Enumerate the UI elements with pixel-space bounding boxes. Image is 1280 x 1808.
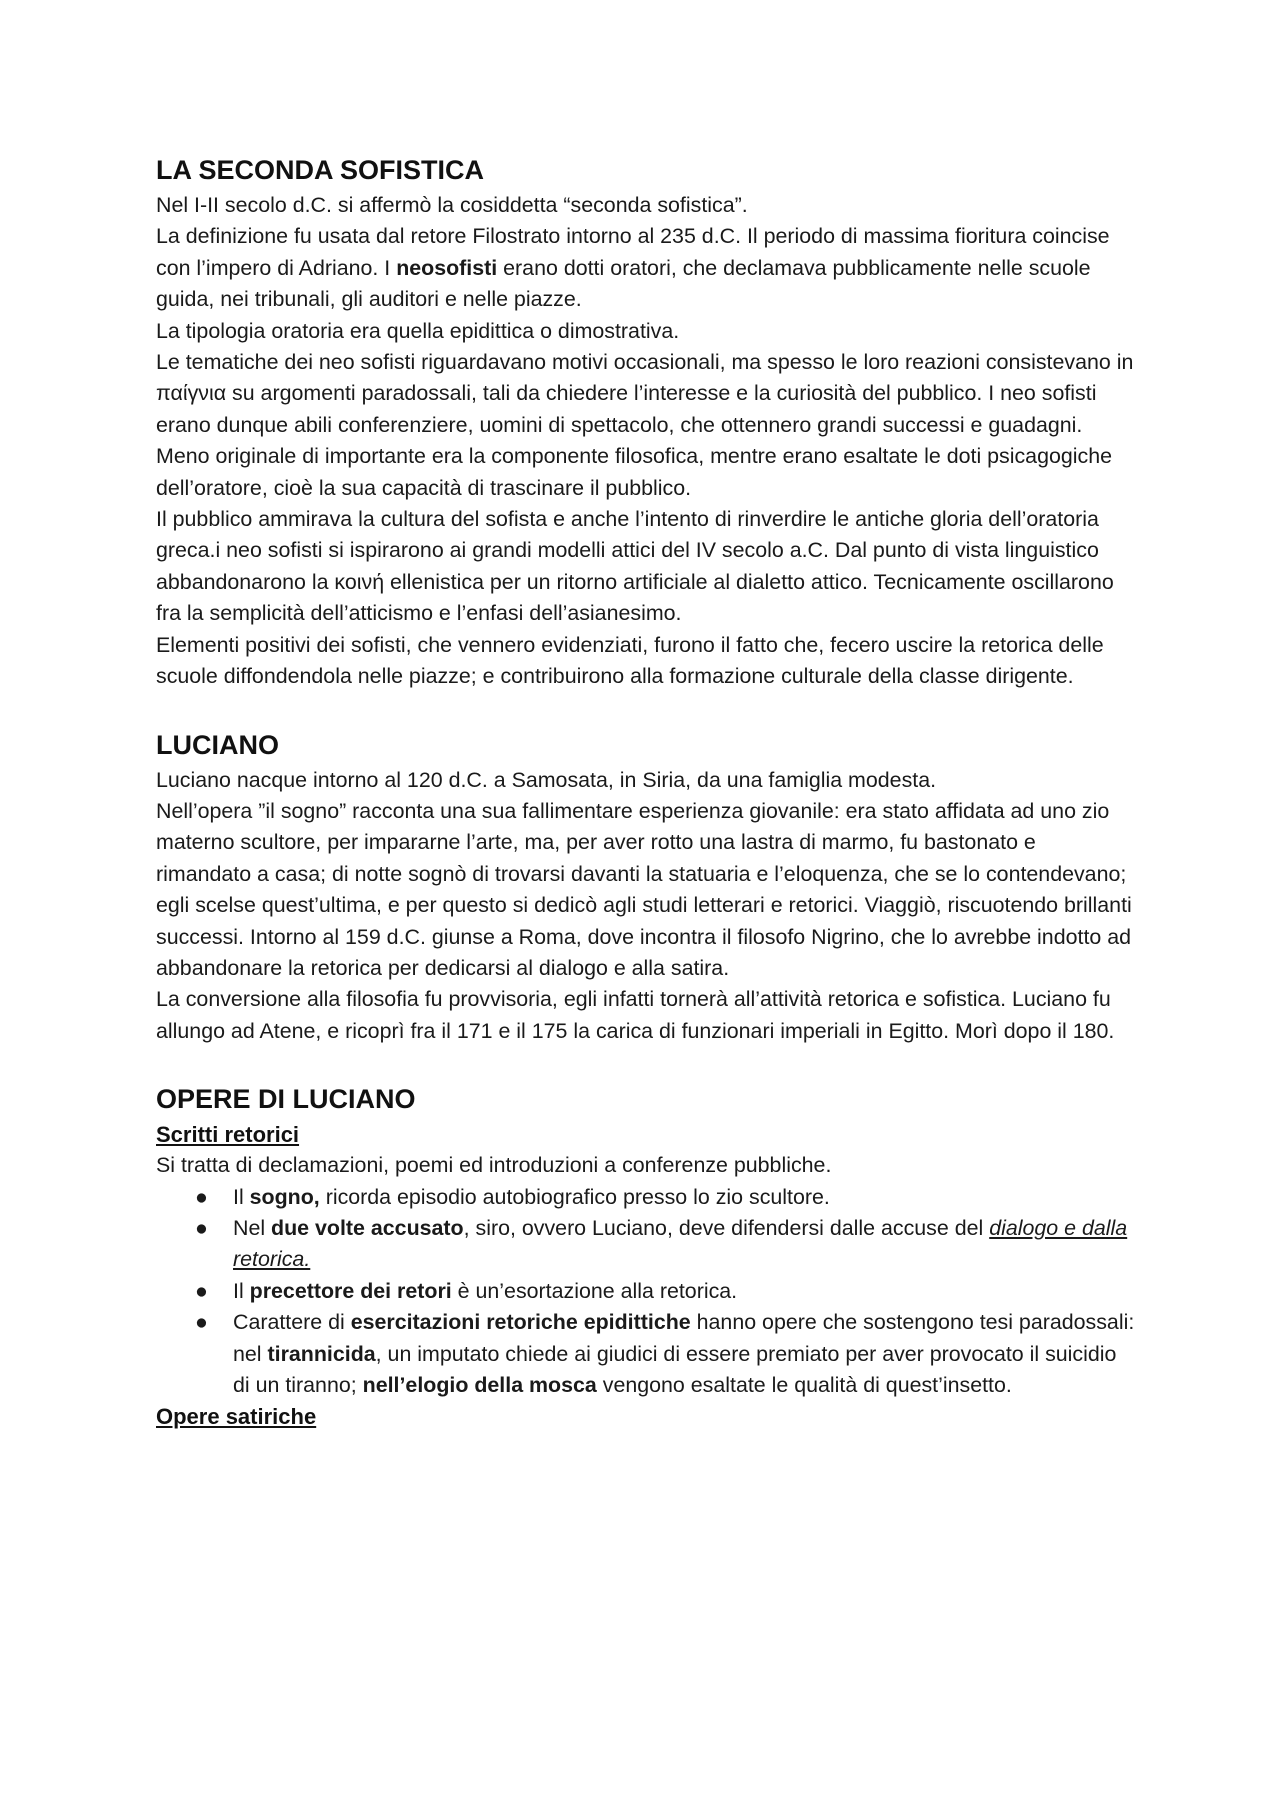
text-run: , siro, ovvero Luciano, deve difendersi dalle accuse del (463, 1215, 990, 1240)
bold-term-neosofisti: neosofisti (396, 255, 498, 280)
text-run: Il (233, 1184, 250, 1209)
spacer (156, 1047, 1136, 1079)
bullet-icon: ● (195, 1278, 208, 1303)
bullet-icon: ● (195, 1184, 208, 1209)
paragraph: La tipologia oratoria era quella epidittica o dimostrativa. (156, 318, 680, 343)
bullet-icon: ● (195, 1310, 208, 1335)
bold-term: sogno, (249, 1184, 320, 1209)
bold-term: due volte accusato (271, 1215, 464, 1240)
text-run: hanno opere che sostengono tesi paradossali: nel (233, 1310, 1135, 1366)
paragraph: La conversione alla filosofia fu provvisoria, egli infatti tornerà all’attività retorica e sofistica. Luciano fu allungo ad Atene, e ricoprì fra il 171 e il 175 la carica di funzionari imperiali in Egitto. Morì dopo il 180. (156, 987, 1115, 1043)
text-run: , un imputato chiede ai giudici di essere premiato per aver provocato il suicidio di un tiranno; (233, 1341, 1117, 1397)
paragraph: Si tratta di declamazioni, poemi ed introduzioni a conferenze pubbliche. (156, 1153, 832, 1178)
paragraph: Meno originale di importante era la componente filosofica, mentre erano esaltate le doti psicagogiche dell’oratore, cioè la sua capacità di trascinare il pubblico. (156, 444, 1113, 500)
document-page (156, 150, 1136, 1432)
bold-term: nell’elogio della mosca (362, 1373, 597, 1397)
text-run: vengono esaltate le qualità di quest’insetto. (596, 1373, 1012, 1397)
list-item (195, 1213, 1136, 1276)
subheading-opere-satiriche: Opere satiriche (156, 1404, 317, 1430)
bold-term: tirannicida (267, 1341, 376, 1366)
list-item (195, 1276, 1136, 1307)
paragraph (156, 221, 1136, 315)
paragraph: Le tematiche dei neo sofisti riguardavano motivi occasionali, ma spesso le loro reazioni consistevano in παίγνια su argomenti paradossali, tali da chiedere l’interesse e la curiosità del pubblico. I neo sofisti erano dunque abili conferenziere, uomini di spettacolo, che ottennero grandi successi e guadagni. (156, 350, 1134, 437)
paragraph: Elementi positivi dei sofisti, che vennero evidenziati, furono il fatto che, fecero uscire la retorica delle scuole diffondendola nelle piazze; e contribuirono alla formazione culturale della classe dirigente. (156, 632, 1104, 689)
paragraph: Nel I-II secolo d.C. si affermò la cosiddetta “seconda sofistica”. (156, 193, 748, 217)
paragraph: Il pubblico ammirava la cultura del sofista e anche l’intento di rinverdire le antiche gloria dell’oratoria greca.i neo sofisti si ispirarono ai grandi modelli attici del IV secolo a.C. Dal punto di vista linguistico abbandonarono la κοινή ellenistica per un ritorno artificiale al dialetto attico. Tecnicamente oscillarono fra la semplicità dell’atticismo e l’enfasi dell’asianesimo. (156, 507, 1114, 626)
text-run: è un’esortazione alla retorica. (451, 1278, 738, 1303)
text-run: La definizione fu usata dal retore Filostrato intorno al 235 d.C. Il periodo di massima fioritura coincise con l’impero di Adriano. I (156, 224, 1110, 280)
spacer (156, 693, 1136, 725)
paragraph: Luciano nacque intorno al 120 d.C. a Samosata, in Siria, da una famiglia modesta. (156, 767, 937, 792)
bold-term: precettore dei retori (249, 1278, 452, 1303)
bold-term: esercitazioni retoriche epidittiche (350, 1310, 691, 1335)
text-run: Nel (233, 1215, 272, 1240)
bullet-list (156, 1182, 1136, 1402)
text-run: ricorda episodio autobiografico presso lo zio scultore. (319, 1184, 830, 1209)
text-run: erano dotti oratori, che declamava pubblicamente nelle scuole guida, nei tribunali, gli auditori e nelle piazze. (156, 255, 1091, 312)
bullet-icon: ● (195, 1215, 208, 1240)
heading-seconda-sofistica: LA SECONDA SOFISTICA (156, 155, 485, 185)
heading-opere-di-luciano: OPERE DI LUCIANO (156, 1084, 416, 1115)
list-item (195, 1182, 1136, 1213)
paragraph: Nell’opera ”il sogno” racconta una sua fallimentare esperienza giovanile: era stato affidata ad uno zio materno scultore, per impararne l’arte, ma, per aver rotto una lastra di marmo, fu bastonato e rimandato a casa; di notte sognò di trovarsi davanti la statuaria e l’eloquenza, che se lo contendevano; egli scelse quest’ultima, e per questo si dedicò agli studi letterari e retorici. Viaggiò, riscuotendo brillanti successi. Intorno al 159 d.C. giunse a Roma, dove incontra il filosofo Nigrino, che lo avrebbe indotto ad abbandonare la retorica per dedicarsi al dialogo e alla satira. (156, 798, 1132, 980)
heading-luciano: LUCIANO (156, 729, 279, 760)
text-run: Il (233, 1278, 250, 1303)
underlined-italic-text: dialogo e dalla retorica. (233, 1215, 1128, 1272)
subheading-scritti-retorici: Scritti retorici (156, 1122, 300, 1148)
list-item (195, 1307, 1136, 1401)
text-run: Carattere di (233, 1310, 351, 1335)
